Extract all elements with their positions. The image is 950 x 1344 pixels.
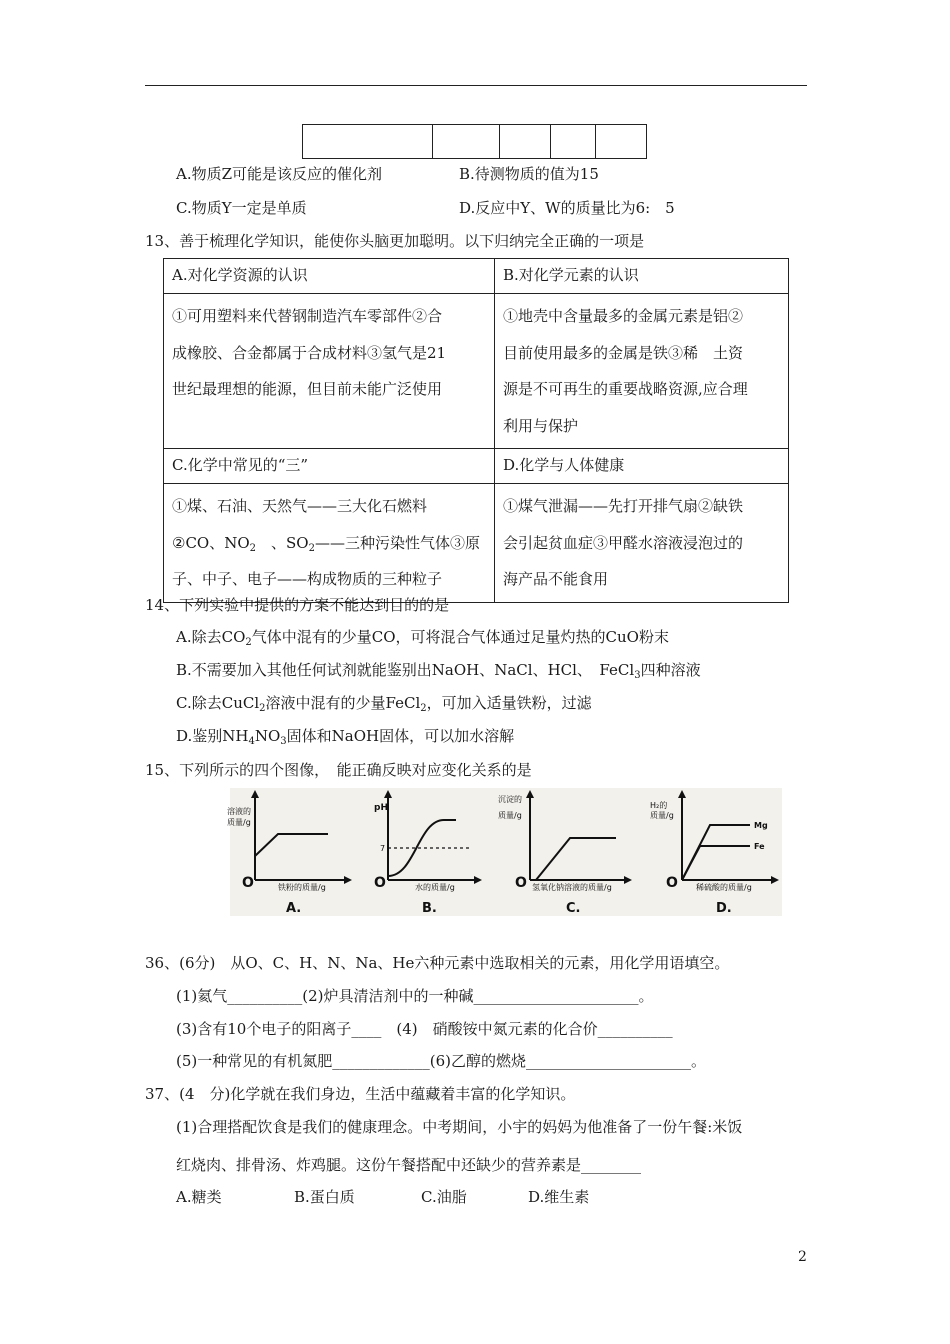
text-run: 固体和NaOH固体，可以加水溶解 — [286, 727, 515, 745]
q37-option-d: D.维生素 — [528, 1188, 590, 1206]
q13-b-title: B.对化学元素的认识 — [495, 259, 789, 294]
graph-b-xlabel: 水的质量/g — [415, 883, 455, 892]
q37-line-1: (1)合理搭配饮食是我们的健康理念。中考期间，小宇的妈妈为他准备了一份午餐:米饭 — [176, 1118, 743, 1136]
graph-d-ylabel: 质量/g — [650, 811, 674, 820]
q13-c-title: C.化学中常见的“三” — [164, 449, 495, 484]
graph-c-ylabel: 质量/g — [498, 811, 522, 820]
q37-line-2: 红烧肉、排骨汤、炸鸡腿。这份午餐搭配中还缺少的营养素是________ — [176, 1156, 642, 1174]
table-cell — [303, 125, 433, 159]
text-run: 气体中混有的少量CO，可将混合气体通过足量灼热的CuO粉末 — [251, 628, 669, 646]
q37-option-a: A.糖类 — [176, 1188, 222, 1206]
graph-d-series-mg: Mg — [754, 821, 768, 830]
q13-a-content — [164, 294, 495, 449]
subscript: 2 — [245, 637, 252, 648]
q36-stem: 36、(6分) 从O、C、H、N、Na、He六种元素中选取相关的元素，用化学用语填空。 — [145, 954, 730, 972]
table-cell — [433, 125, 500, 159]
q13-c-line: ①煤、石油、天然气——三大化石燃料 — [172, 497, 428, 515]
graph-a-origin: O — [242, 875, 254, 891]
graph-b — [374, 790, 482, 916]
graph-c-ylabel: 沉淀的 — [498, 795, 522, 804]
q13-a-line: ①可用塑料来代替钢制造汽车零部件②合 — [172, 307, 443, 325]
q12-data-table — [302, 124, 647, 159]
text-run: ——三种污染性气体③原 — [314, 533, 480, 552]
graph-c — [498, 790, 632, 916]
graph-b-tick: 7 — [380, 844, 386, 853]
graph-c-letter: C. — [566, 901, 581, 916]
q36-line-2: (3)含有10个电子的阳离子____ (4) 硝酸铵中氮元素的化合价__________ — [176, 1020, 673, 1038]
graph-a-letter: A. — [286, 901, 302, 916]
q37-stem: 37、(4 分)化学就在我们身边，生活中蕴藏着丰富的化学知识。 — [145, 1085, 576, 1103]
q13-c-content — [164, 484, 495, 603]
graph-d-series-fe: Fe — [754, 842, 765, 851]
q12-option-a: A.物质Z可能是该反应的催化剂 — [176, 165, 383, 183]
subscript: 2 — [308, 542, 315, 554]
text-run: ，可加入适量铁粉，过滤 — [426, 694, 592, 712]
q14-option-d — [176, 725, 514, 746]
q36-line-1: (1)氦气__________(2)炉具清洁剂中的一种碱______________________。 — [176, 987, 654, 1005]
subscript: 3 — [634, 670, 641, 681]
graph-a-ylabel: 溶液的 — [227, 807, 251, 816]
text-run: C.除去CuCl — [176, 694, 260, 712]
subscript: 4 — [248, 736, 255, 747]
text-run: 四种溶液 — [640, 661, 701, 679]
text-run: D.鉴别NH — [176, 727, 249, 745]
header-rule — [145, 85, 807, 86]
q13-d-line: 海产品不能食用 — [503, 570, 609, 588]
table-cell — [500, 125, 551, 159]
graph-a-xlabel: 铁粉的质量/g — [278, 883, 326, 892]
table-cell — [551, 125, 596, 159]
q37-option-c: C.油脂 — [421, 1188, 467, 1206]
graph-d-origin: O — [666, 875, 678, 891]
graph-c-origin: O — [515, 875, 527, 891]
q13-a-line: 成橡胶、合金都属于合成材料③氢气是21 — [172, 343, 447, 362]
q13-b-line: 目前使用最多的金属是铁③稀 土资 — [503, 343, 744, 362]
q14-option-b — [176, 659, 701, 680]
q13-table — [163, 258, 789, 603]
graph-c-xlabel: 氢氧化钠溶液的质量/g — [532, 883, 612, 892]
q13-a-line: 世纪最理想的能源，但目前未能广泛使用 — [172, 380, 443, 398]
q15-graphs-svg — [227, 788, 782, 916]
q13-b-line: 源是不可再生的重要战略资源,应合理 — [503, 380, 748, 398]
graph-d-ylabel: H₂的 — [650, 801, 668, 810]
q13-b-line: 利用与保护 — [503, 416, 579, 435]
graph-d-xlabel: 稀硫酸的质量/g — [696, 883, 752, 892]
q13-d-content — [495, 484, 789, 603]
page-number: 2 — [798, 1249, 807, 1265]
text-run: ②CO、NO — [172, 533, 250, 552]
q15-graphs-image — [227, 788, 782, 916]
subscript: 3 — [280, 736, 287, 747]
q12-option-d: D.反应中Y、W的质量比为6: 5 — [459, 199, 675, 217]
q14-option-c — [176, 692, 592, 713]
q13-d-title: D.化学与人体健康 — [495, 449, 789, 484]
graph-d — [650, 790, 779, 916]
text-run: NO — [254, 727, 281, 745]
q13-c-line — [172, 525, 486, 562]
q13-stem: 13、善于梳理化学知识，能使你头脑更加聪明。以下归纳完全正确的一项是 — [145, 232, 645, 250]
text-run: 、SO — [256, 533, 309, 552]
subscript: 2 — [420, 703, 427, 714]
q37-option-b: B.蛋白质 — [294, 1188, 355, 1206]
q12-option-c: C.物质Y一定是单质 — [176, 199, 307, 217]
q36-line-3: (5)一种常见的有机氮肥_____________(6)乙醇的燃烧______________________。 — [176, 1052, 706, 1070]
graph-b-letter: B. — [422, 901, 437, 916]
table-cell — [596, 125, 647, 159]
q13-d-line: ①煤气泄漏——先打开排气扇②缺铁 — [503, 497, 744, 515]
q14-option-a — [176, 626, 669, 647]
q15-stem: 15、下列所示的四个图像， 能正确反映对应变化关系的是 — [145, 761, 532, 779]
graph-d-letter: D. — [716, 901, 732, 916]
graph-b-ylabel: pH — [374, 803, 388, 813]
q13-b-content — [495, 294, 789, 449]
q13-d-line: 会引起贫血症③甲醛水溶液浸泡过的 — [503, 533, 744, 552]
q13-c-line: 子、中子、电子——构成物质的三种粒子 — [172, 570, 443, 588]
q14-stem: 14、下列实验中提供的方案不能达到目的的是 — [145, 596, 450, 614]
subscript: 2 — [249, 542, 257, 554]
q12-option-b: B.待测物质的值为15 — [459, 165, 599, 183]
graph-a-ylabel: 质量/g — [227, 818, 251, 827]
graph-a — [227, 790, 352, 916]
text-run: B.不需要加入其他任何试剂就能鉴别出NaOH、NaCl、HCl、 FeCl — [176, 661, 635, 679]
subscript: 2 — [259, 703, 266, 714]
text-run: A.除去CO — [176, 628, 246, 646]
q13-b-line: ①地壳中含量最多的金属元素是铝② — [503, 307, 744, 325]
graph-b-origin: O — [374, 875, 386, 891]
text-run: 溶液中混有的少量FeCl — [265, 694, 421, 712]
q13-a-title: A.对化学资源的认识 — [164, 259, 495, 294]
